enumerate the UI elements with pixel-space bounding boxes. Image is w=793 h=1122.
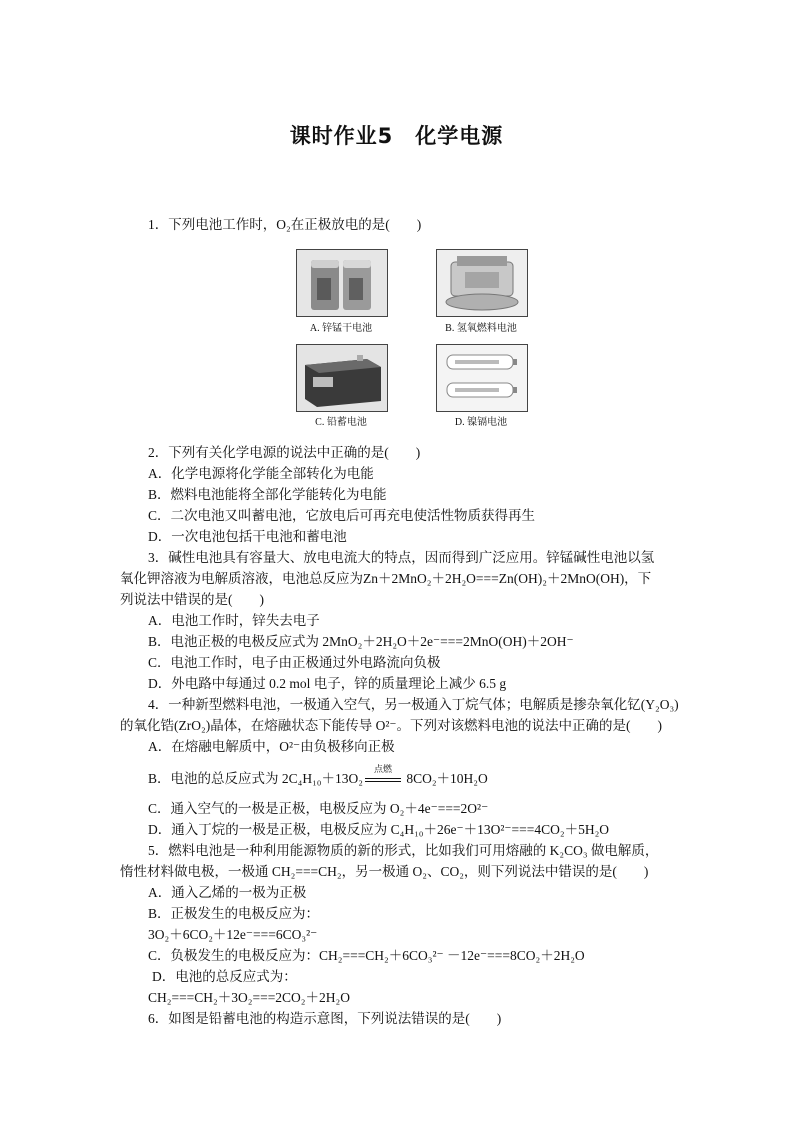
figure-nickel-cadmium-battery: [436, 344, 528, 412]
q2-option-a: A．化学电源将化学能全部转化为电能: [148, 466, 374, 481]
q2-option-d: D．一次电池包括干电池和蓄电池: [148, 529, 347, 544]
q5-option-d: D．电池的总反应式为：: [152, 969, 297, 984]
q4-stem-line2: 的氧化锆(ZrO₂)晶体，在熔融状态下能传导 O²⁻。下列对该燃料电池的说法中正确的是( ): [120, 718, 662, 733]
caption-d: D. 镍镉电池: [454, 417, 508, 428]
q1-stem: 1．下列电池工作时，O₂在正极放电的是( ): [148, 217, 422, 232]
q2-option-c: C．二次电池又叫蓄电池，它放电后可再充电使活性物质获得再生: [148, 508, 536, 523]
page-title: 课时作业5 化学电源: [289, 124, 504, 148]
figure-lead-acid-battery: [296, 344, 388, 412]
q3-stem-line2: 氧化钾溶液为电解质溶液，电池总反应为Zn＋2MnO₂＋2H₂O===Zn(OH)₂＋2MnO(OH)，下: [120, 571, 652, 586]
q4-option-b: [148, 764, 488, 787]
q3-option-b: B．电池正极的电极反应式为 2MnO₂＋2H₂O＋2e⁻===2MnO(OH)＋2OH⁻: [148, 634, 574, 649]
q5-stem-line1: 5．燃料电池是一种利用能源物质的新的形式，比如我们可用熔融的 K₂CO₃ 做电解质，: [148, 843, 659, 858]
q4-option-b-products: 8CO₂＋10H₂O: [406, 771, 488, 786]
fuel-cell-image: [437, 250, 527, 316]
q5-option-b: B．正极发生的电极反应为：: [148, 906, 320, 921]
lead-acid-image: [297, 345, 387, 411]
q5-option-a: A．通入乙烯的一极为正极: [148, 885, 307, 900]
q3-stem-line1: 3．碱性电池具有容量大、放电电流大的特点，因而得到广泛应用。锌锰碱性电池以氢: [148, 550, 655, 565]
q3-option-c: C．电池工作时，电子由正极通过外电路流向负极: [148, 655, 441, 670]
q4-option-b-reactants: B．电池的总反应式为 2C₄H₁₀＋13O₂: [148, 771, 363, 786]
q4-option-a: A．在熔融电解质中，O²⁻由负极移向正极: [148, 739, 395, 754]
figure-hydrogen-oxygen-fuel-cell: [436, 249, 528, 317]
q5-option-c: C．负极发生的电极反应为：CH₂===CH₂＋6CO₃²⁻ －12e⁻===8CO₂＋2H₂O: [148, 948, 585, 963]
battery-image: [297, 250, 387, 316]
figure-zinc-manganese-battery: [296, 249, 388, 317]
q3-stem-line3: 列说法中错误的是( ): [120, 592, 264, 607]
caption-c: C. 铅蓄电池: [315, 417, 367, 428]
q4-stem-line1: 4．一种新型燃料电池，一极通入空气，另一极通入丁烷气体；电解质是掺杂氧化钇(Y₂O₃): [148, 697, 679, 712]
q6-stem: 6．如图是铅蓄电池的构造示意图，下列说法错误的是( ): [148, 1011, 502, 1026]
q2-option-b: B．燃料电池能将全部化学能转化为电能: [148, 487, 387, 502]
q4-option-d: D．通入丁烷的一极是正极，电极反应为 C₄H₁₀＋26e⁻＋13O²⁻===4CO₂＋5H₂O: [148, 822, 610, 837]
q3-option-a: A．电池工作时，锌失去电子: [148, 613, 320, 628]
q2-stem: 2．下列有关化学电源的说法中正确的是( ): [148, 445, 421, 460]
q5-option-d-equation: CH₂===CH₂＋3O₂===2CO₂＋2H₂O: [148, 990, 350, 1005]
q5-stem-line2: 惰性材料做电极，一极通 CH₂===CH₂，另一极通 O₂、CO₂，则下列说法中错误的是( ): [120, 864, 649, 879]
caption-b: B. 氢氧燃料电池: [445, 323, 517, 334]
q3-option-d: D．外电路中每通过 0.2 mol 电子，锌的质量理论上减少 6.5 g: [148, 676, 507, 691]
reaction-condition: 点燃: [373, 764, 392, 774]
ni-cd-image: [437, 345, 527, 411]
caption-a: A. 锌锰干电池: [309, 323, 373, 334]
q5-option-b-equation: 3O₂＋6CO₂＋12e⁻===6CO₃²⁻: [148, 927, 318, 942]
q4-option-c: C．通入空气的一极是正极，电极反应为 O₂＋4e⁻===2O²⁻: [148, 801, 489, 816]
reaction-arrow: [363, 764, 403, 787]
